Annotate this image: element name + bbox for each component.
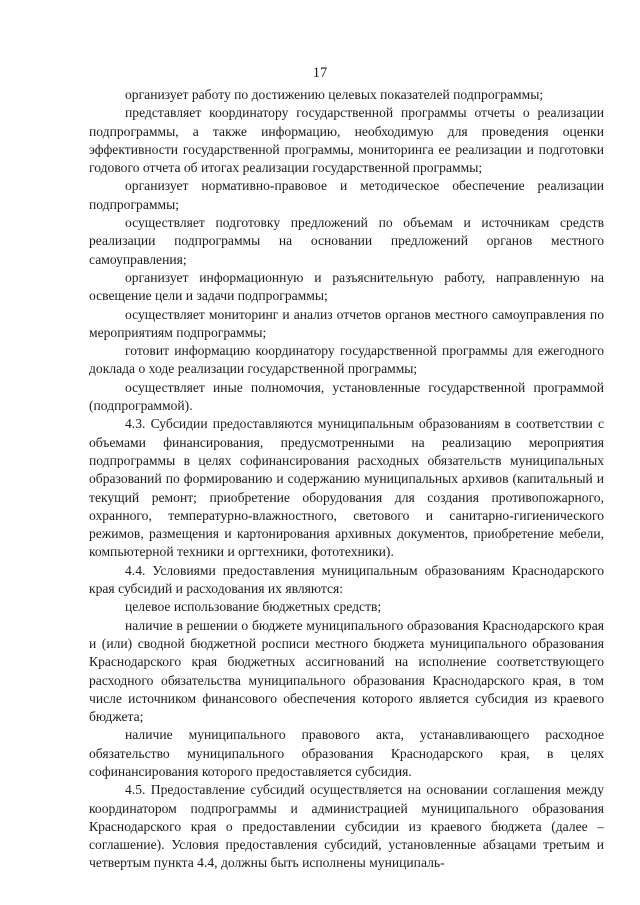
paragraph: 4.3. Субсидии предоставляются муниципальным образованиям в соответствии с объемами финансирования, предусмотренными на реализацию мероприятия подпрограммы в целях софинансирования расходных обязательств муниципальных образований по формированию и содержанию муниципальных архивов (капитальный и текущий ремонт; приобретение оборудования для создания противопожарного, охранного, температурно-влажностного, светового и санитарно-гигиенического режимов, размещения и картонирования архивных документов, приобретение мебели, компьютерной техники и оргтехники, фототехники).: [89, 416, 604, 560]
paragraph: 4.5. Предоставление субсидий осуществляется на основании соглашения между координатором подпрограммы и администрацией муниципального образования Краснодарского края о предоставлении субсидии из краевого бюджета (далее – соглашение). Условия предоставления субсидий, установленные абзацами третьим и четвертым пункта 4.4, должны быть исполнены муниципаль-: [89, 782, 604, 871]
page-number: 17: [312, 65, 328, 81]
paragraph: организует работу по достижению целевых показателей подпрограммы;: [125, 87, 544, 102]
paragraph: наличие в решении о бюджете муниципального образования Краснодарского края и (или) сводной бюджетной росписи местного бюджета муниципального образования Краснодарского края бюджетных ассигнований на исполнение соответствующего расходного обязательства муниципального образования Краснодарского края, в том числе источником финансового обеспечения которого является субсидия из краевого бюджета;: [89, 617, 604, 725]
paragraph: осуществляет мониторинг и анализ отчетов органов местного самоуправления по мероприятиям подпрограммы;: [89, 306, 604, 340]
paragraph: наличие муниципального правового акта, устанавливающего расходное обязательство муниципального образования Краснодарского края, в целях софинансирования которого предоставляется субсидия.: [89, 727, 604, 779]
paragraph: представляет координатору государственной программы отчеты о реализации подпрограммы, а также информацию, необходимую для проведения оценки эффективности государственной программы, мониторинга ее реализации и подготовки годового отчета об итогах реализации государственной программы;: [89, 105, 604, 176]
body-text: [89, 86, 604, 873]
paragraph: осуществляет иные полномочия, установленные государственной программой (подпрограммой).: [89, 379, 604, 414]
paragraph: целевое использование бюджетных средств;: [125, 599, 382, 615]
paragraph: организует информационную и разъяснительную работу, направленную на освещение цели и задачи подпрограммы;: [89, 269, 604, 304]
paragraph: организует нормативно-правовое и методическое обеспечение реализации подпрограммы;: [89, 178, 604, 212]
paragraph: осуществляет подготовку предложений по объемам и источникам средств реализации подпрограммы на основании предложений органов местного самоуправления;: [89, 215, 604, 267]
paragraph: готовит информацию координатору государственной программы для ежегодного доклада о ходе реализации государственной программы;: [89, 343, 604, 377]
paragraph: 4.4. Условиями предоставления муниципальным образованиям Краснодарского края субсидий и расходования их являются:: [89, 562, 604, 597]
